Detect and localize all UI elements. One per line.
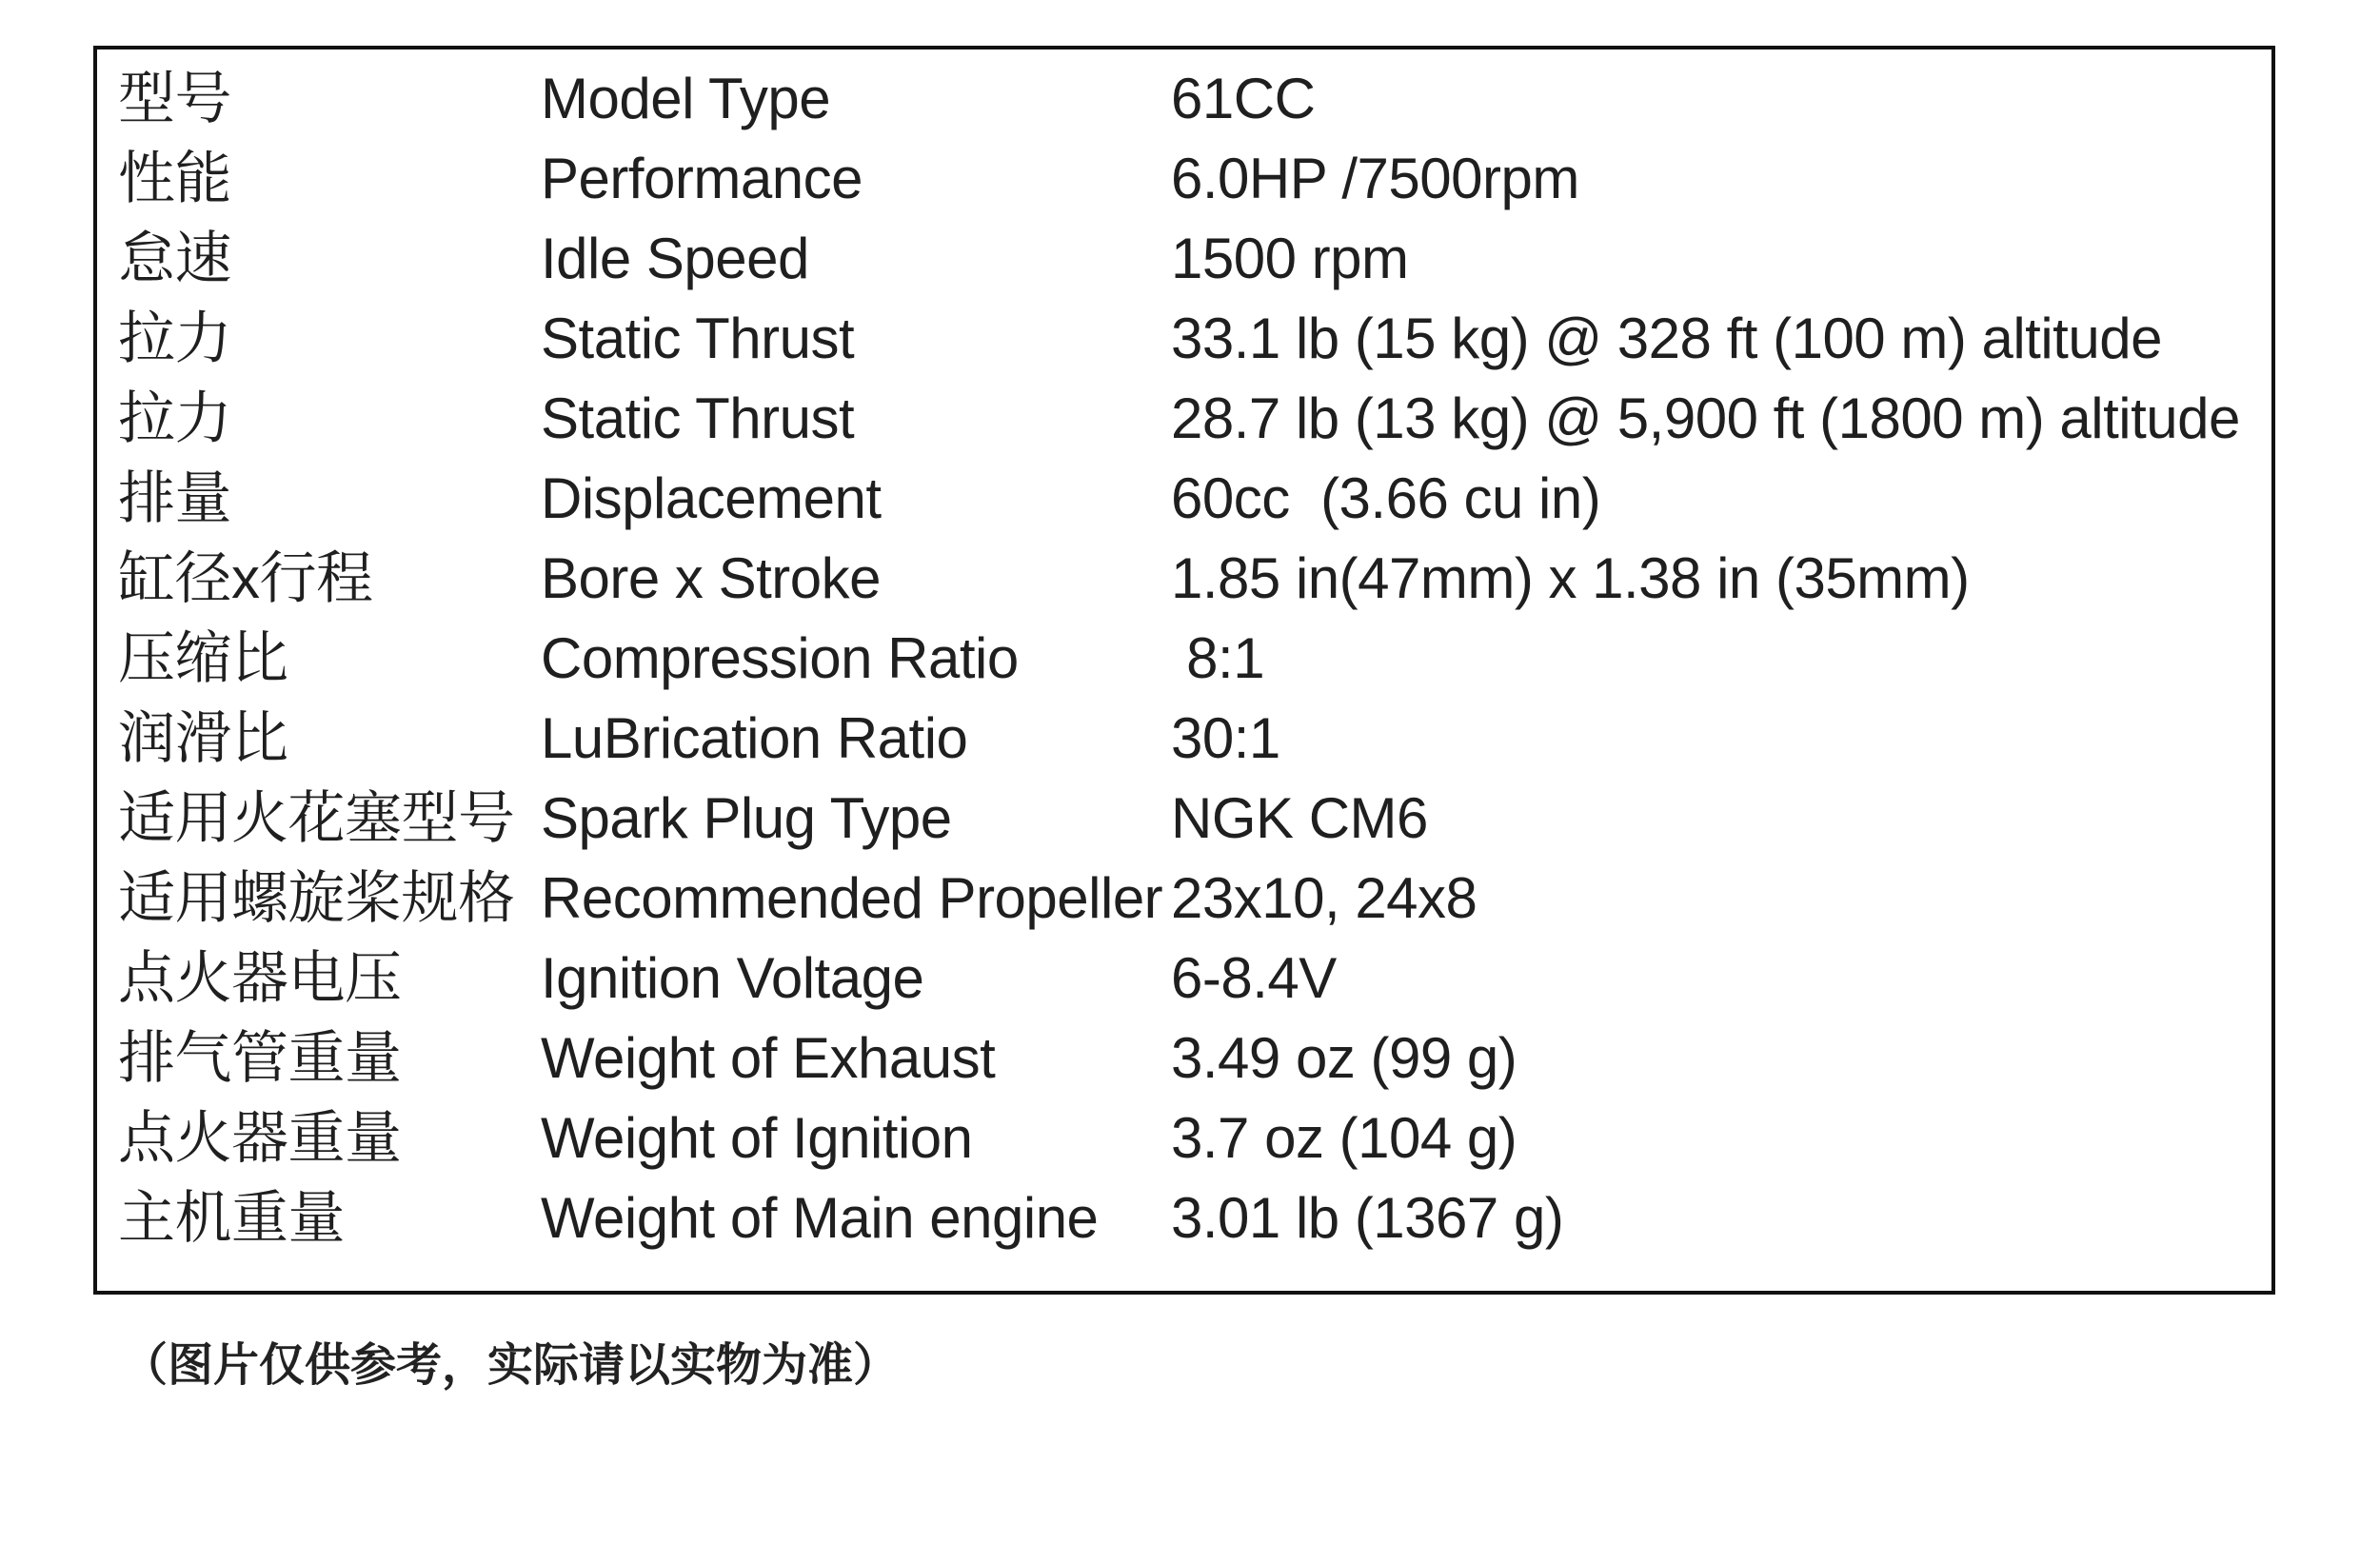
spec-row-recommended-propeller (118, 859, 2266, 939)
spec-value: 1500 rpm (1171, 227, 1409, 290)
spec-value: 61CC (1171, 67, 1316, 130)
spec-table (118, 59, 2266, 1258)
spec-row-displacement (118, 459, 2266, 539)
spec-row-idle-speed (118, 219, 2266, 299)
spec-value: 60cc (3.66 cu in) (1171, 466, 1601, 530)
spec-label-zh: 主机重量 (118, 1186, 345, 1250)
spec-value: NGK CM6 (1171, 786, 1428, 850)
spec-value: 28.7 lb (13 kg) @ 5,900 ft (1800 m) altitude (1171, 386, 2240, 450)
spec-value: 23x10, 24x8 (1171, 866, 1478, 930)
spec-label-en: LuBrication Ratio (541, 706, 968, 770)
spec-label-zh: 拉力 (118, 386, 231, 450)
spec-label-zh: 缸径x行程 (118, 546, 373, 610)
spec-row-performance (118, 139, 2266, 219)
spec-label-en: Displacement (541, 466, 882, 530)
spec-value: 30:1 (1171, 706, 1280, 770)
spec-value: 6.0HP /7500rpm (1171, 147, 1579, 210)
spec-value: 3.7 oz (104 g) (1171, 1106, 1517, 1170)
spec-row-static-thrust-1 (118, 299, 2266, 379)
spec-label-en: Weight of Exhaust (541, 1026, 996, 1090)
spec-label-en: Bore x Stroke (541, 546, 881, 610)
spec-label-en: Compression Ratio (541, 626, 1019, 690)
spec-label-zh: 润滑比 (118, 706, 288, 770)
spec-value: 3.01 lb (1367 g) (1171, 1186, 1564, 1250)
spec-value: 6-8.4V (1171, 946, 1337, 1010)
spec-row-lubrication-ratio (118, 699, 2266, 779)
spec-label-zh: 型号 (118, 67, 231, 130)
spec-row-weight-of-main-engine (118, 1178, 2266, 1258)
spec-label-zh: 压缩比 (118, 626, 288, 690)
spec-label-en: Ignition Voltage (541, 946, 924, 1010)
spec-label-zh: 点火器重量 (118, 1106, 402, 1170)
spec-row-bore-stroke (118, 539, 2266, 619)
spec-label-en: Weight of Main engine (541, 1186, 1099, 1250)
spec-label-en: Spark Plug Type (541, 786, 952, 850)
spec-table-box (93, 46, 2275, 1295)
spec-label-zh: 怠速 (118, 227, 231, 290)
spec-value: 1.85 in(47mm) x 1.38 in (35mm) (1171, 546, 1970, 610)
spec-row-static-thrust-2 (118, 379, 2266, 459)
spec-value: 8:1 (1171, 626, 1265, 690)
spec-label-zh: 排量 (118, 466, 231, 530)
spec-label-en: Model Type (541, 67, 831, 130)
spec-label-en: Idle Speed (541, 227, 809, 290)
spec-label-zh: 点火器电压 (118, 946, 402, 1010)
spec-row-model-type (118, 59, 2266, 139)
spec-label-zh: 适用火花塞型号 (118, 786, 515, 850)
spec-row-spark-plug-type (118, 779, 2266, 859)
spec-row-weight-of-ignition (118, 1098, 2266, 1178)
spec-label-zh: 拉力 (118, 307, 231, 370)
spec-label-en: Recommended Propeller (541, 866, 1163, 930)
spec-row-compression-ratio (118, 619, 2266, 699)
spec-label-zh: 排气管重量 (118, 1026, 402, 1090)
spec-label-en: Weight of Ignition (541, 1106, 973, 1170)
spec-label-en: Performance (541, 147, 863, 210)
spec-row-ignition-voltage (118, 939, 2266, 1019)
spec-label-en: Static Thrust (541, 307, 855, 370)
spec-value: 33.1 lb (15 kg) @ 328 ft (100 m) altitude (1171, 307, 2162, 370)
spec-row-weight-of-exhaust (118, 1019, 2266, 1098)
spec-label-en: Static Thrust (541, 386, 855, 450)
spec-value: 3.49 oz (99 g) (1171, 1026, 1517, 1090)
disclaimer-note: （图片仅供参考，实际请以实物为准） (122, 1338, 900, 1392)
spec-label-zh: 适用螺旋桨规格 (118, 866, 515, 930)
spec-label-zh: 性能 (118, 147, 231, 210)
